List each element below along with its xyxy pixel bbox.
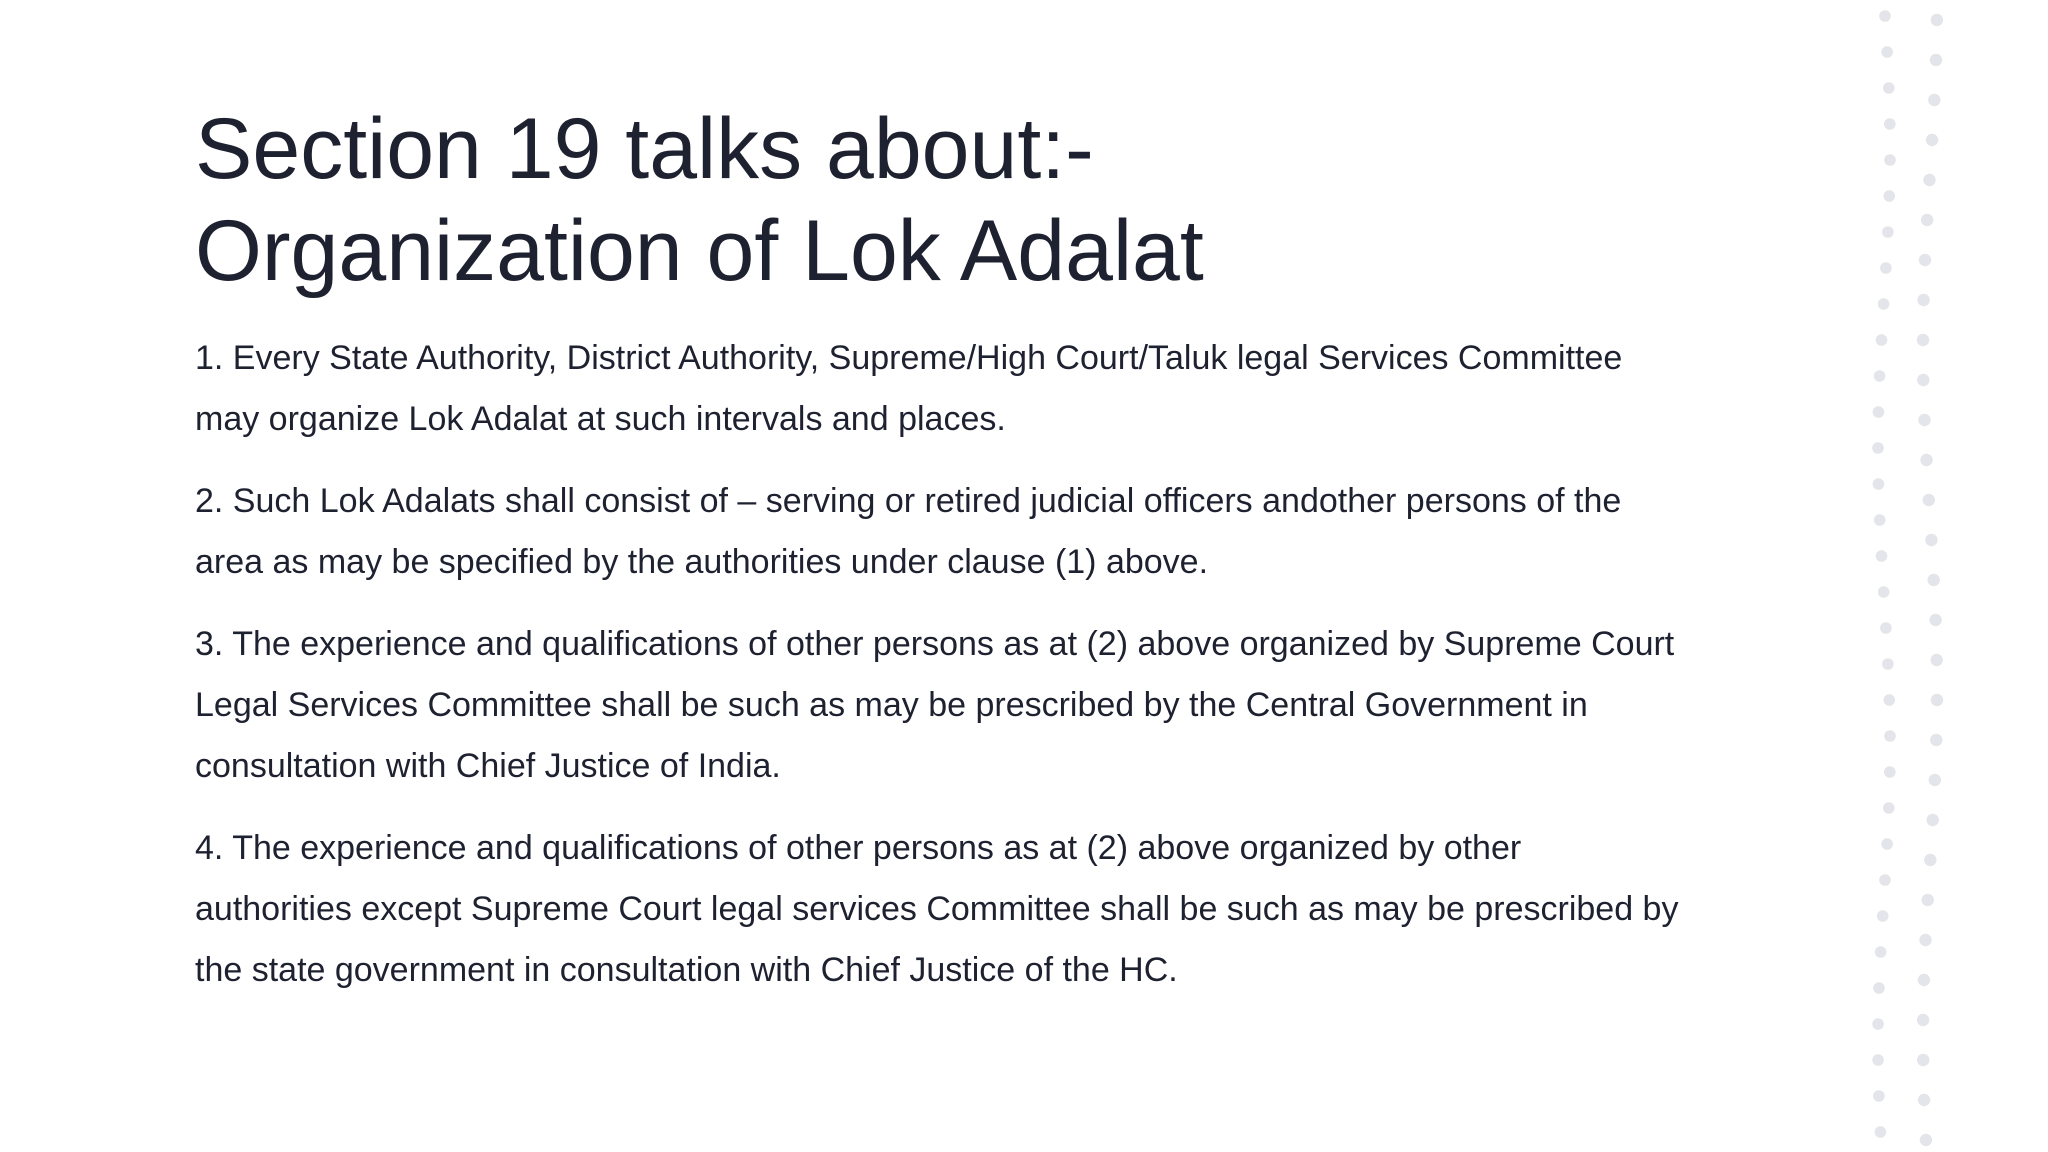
decor-dot [1930,734,1942,746]
decor-dot [1872,1054,1884,1066]
point-3-line-3: consultation with Chief Justice of India. [195,747,781,785]
decor-dot [1872,1018,1884,1030]
decor-dot [1917,374,1929,386]
decor-dot [1923,174,1935,186]
point-4 [195,818,1795,1001]
decor-dot [1930,54,1942,66]
decor-dot [1931,694,1943,706]
decor-dot [1920,454,1932,466]
decor-dot [1883,82,1895,94]
decor-dot [1873,1090,1885,1102]
decor-dot [1922,894,1934,906]
point-2 [195,471,1795,593]
decor-dot [1874,370,1886,382]
point-1-line-2: may organize Lok Adalat at such intervals and places. [195,400,1006,438]
point-4-line-2: authorities except Supreme Court legal services Committee shall be such as may be prescribed by [195,890,1679,928]
decor-dot [1917,334,1929,346]
decor-dot [1924,854,1936,866]
decor-dot [1884,118,1896,130]
decor-dot [1927,814,1939,826]
decor-dot [1925,534,1937,546]
decor-dot [1873,478,1885,490]
decor-dot [1877,910,1889,922]
decor-dot [1928,574,1940,586]
decor-dot [1920,1134,1932,1146]
decor-dot [1875,946,1887,958]
title-line-2: Organization of Lok Adalat [195,203,1204,299]
point-3 [195,614,1795,797]
decor-dot [1917,1014,1929,1026]
point-2-line-2: area as may be specified by the authorities under clause (1) above. [195,543,1209,581]
decor-dot [1878,586,1890,598]
decor-dot [1931,14,1943,26]
decor-dot [1883,802,1895,814]
decor-dot [1929,614,1941,626]
decor-dot [1880,262,1892,274]
slide-content [195,98,1795,1022]
decor-dot [1928,94,1940,106]
decor-dot [1878,298,1890,310]
decor-dot [1918,414,1930,426]
decor-dot [1875,1126,1887,1138]
decor-dot [1931,654,1943,666]
decor-dot [1918,974,1930,986]
point-1 [195,328,1795,450]
title-line-1: Section 19 talks about:- [195,101,1094,197]
decor-dot [1874,514,1886,526]
decor-dot [1872,442,1884,454]
dotted-columns-decoration-icon [1860,0,2048,1152]
decor-dot [1926,134,1938,146]
point-4-line-3: the state government in consultation with Chief Justice of the HC. [195,951,1178,989]
decor-dot [1876,550,1888,562]
decor-dot [1876,334,1888,346]
decor-dot [1882,226,1894,238]
decor-dot [1919,934,1931,946]
decor-dot [1879,10,1891,22]
decor-dot [1917,294,1929,306]
decor-dot [1884,766,1896,778]
decor-dot [1918,1094,1930,1106]
point-2-line-1: 2. Such Lok Adalats shall consist of – serving or retired judicial officers andother persons of the [195,482,1622,520]
decor-dot [1881,838,1893,850]
decor-dot [1884,694,1896,706]
decor-dot [1919,254,1931,266]
decor-dot [1884,190,1896,202]
decor-dot [1917,1054,1929,1066]
decor-dot [1881,46,1893,58]
decor-dot [1880,622,1892,634]
point-4-line-1: 4. The experience and qualifications of other persons as at (2) above organized by other [195,829,1522,867]
decor-dot [1873,406,1885,418]
decor-dot [1929,774,1941,786]
decor-dot [1884,730,1896,742]
decor-dot [1921,214,1933,226]
decor-dot [1923,494,1935,506]
point-3-line-1: 3. The experience and qualifications of other persons as at (2) above organized by Supreme Court [195,625,1675,663]
slide-title [195,98,1795,302]
point-3-line-2: Legal Services Committee shall be such as may be prescribed by the Central Government in [195,686,1588,724]
decor-dot [1873,982,1885,994]
point-1-line-1: 1. Every State Authority, District Authority, Supreme/High Court/Taluk legal Services Committee [195,339,1623,377]
points-list [195,328,1795,1001]
decor-dot [1884,154,1896,166]
decor-dot [1879,874,1891,886]
decor-dot [1882,658,1894,670]
